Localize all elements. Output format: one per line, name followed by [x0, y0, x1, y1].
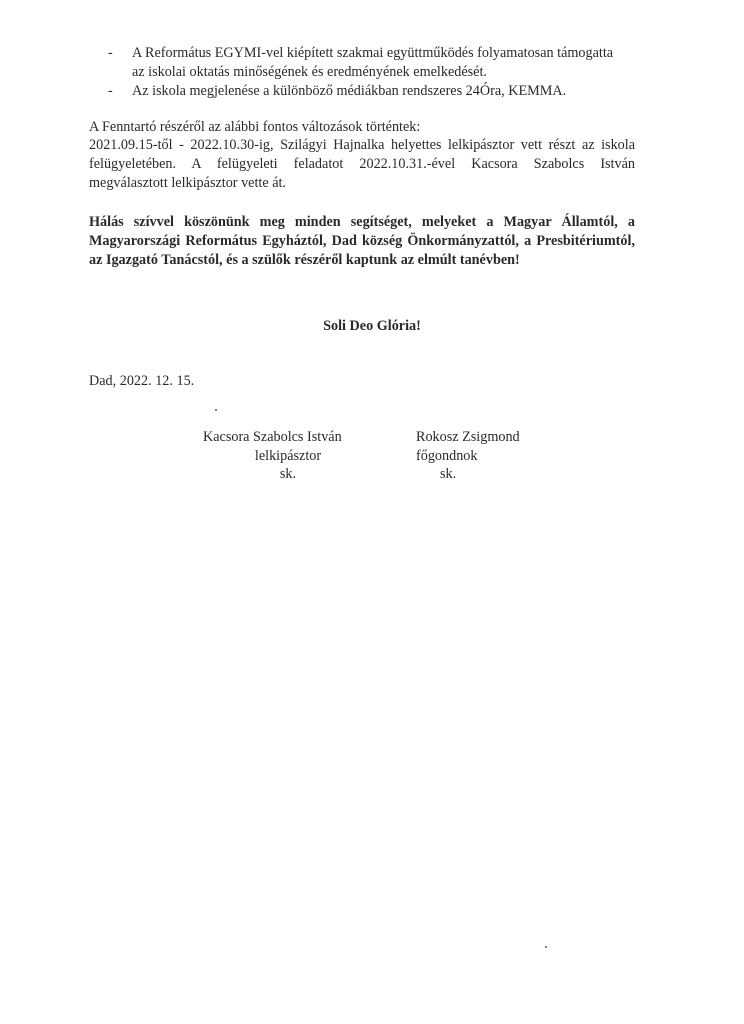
thanks-line: Hálás szívvel köszönünk meg minden segítséget, melyeket a Magyar Államtól, a	[89, 214, 635, 230]
signatory-role: lelkipásztor	[254, 447, 322, 464]
bullet-line: Az iskola megjelenése a különböző médiákban rendszeres 24Óra, KEMMA.	[132, 83, 567, 99]
bullet-item	[108, 44, 648, 82]
bullet-item	[108, 82, 648, 101]
bullet-line: az iskolai oktatás minőségének és eredményének emelkedését.	[132, 64, 487, 80]
thanks-line: az Igazgató Tanácstól, és a szülők részéről kaptunk az elmúlt tanévben!	[89, 252, 520, 268]
bullet-dash: -	[108, 45, 113, 61]
changes-line: megválasztott lelkipásztor vette át.	[89, 175, 286, 191]
signatory-role: főgondnok	[416, 447, 478, 464]
signatory-name: Kacsora Szabolcs István	[203, 429, 342, 445]
thanks-line: Magyarországi Református Egyháztól, Dad község Önkormányzattól, a Presbitériumtól,	[89, 233, 635, 249]
signatory-name: Rokosz Zsigmond	[416, 429, 520, 445]
changes-line: 2021.09.15-től - 2022.10.30-ig, Szilágyi Hajnalka helyettes lelkipásztor vett részt az iskola	[89, 137, 635, 153]
signature-block-pastor	[203, 428, 373, 484]
signatory-sk: sk.	[440, 466, 457, 482]
changes-intro: A Fenntartó részéről az alábbi fontos változások történtek:	[89, 119, 421, 135]
motto: Soli Deo Glória!	[323, 318, 421, 334]
bullet-line: A Református EGYMI-vel kiépített szakmai együttműködés folyamatosan támogatta	[132, 45, 614, 61]
changes-paragraph	[89, 136, 635, 193]
signature-block-curator	[416, 428, 536, 484]
scan-speck	[545, 946, 547, 948]
document-date: Dad, 2022. 12. 15.	[89, 373, 195, 389]
thanks-paragraph	[89, 213, 635, 270]
bullet-list	[108, 44, 648, 101]
changes-line: felügyeletében. A felügyeleti feladatot 2022.10.31.-ével Kacsora Szabolcs István	[89, 156, 635, 172]
signatory-sk: sk.	[279, 466, 297, 482]
bullet-dash: -	[108, 83, 113, 99]
scan-speck	[215, 409, 217, 411]
